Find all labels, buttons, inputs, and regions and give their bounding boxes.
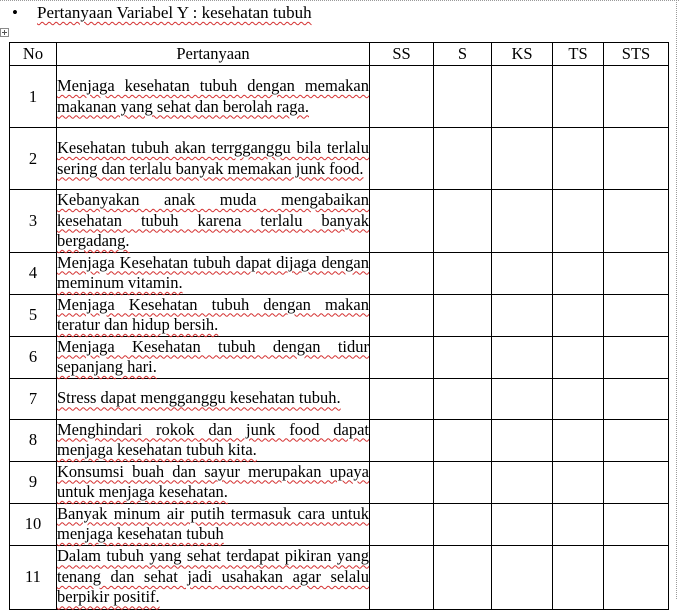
answer-cell-s[interactable]: [434, 545, 492, 609]
answer-cell-ss[interactable]: [370, 128, 434, 190]
table-row: [10, 190, 669, 253]
row-number: 6: [10, 336, 57, 378]
table-row: [10, 128, 669, 190]
table-header-row: [10, 43, 669, 66]
row-number: 5: [10, 294, 57, 336]
answer-cell-sts[interactable]: [604, 503, 669, 545]
answer-cell-sts[interactable]: [604, 190, 669, 253]
question-text: Menjaga Kesehatan tubuh dapat dijaga dengan meminum vitamin.: [57, 252, 369, 292]
answer-cell-ts[interactable]: [553, 419, 604, 461]
answer-cell-ss[interactable]: [370, 419, 434, 461]
answer-cell-ks[interactable]: [492, 128, 553, 190]
answer-cell-s[interactable]: [434, 66, 492, 128]
page-right-boundary: [676, 0, 677, 599]
answer-cell-ks[interactable]: [492, 252, 553, 294]
header-ks: KS: [492, 43, 553, 66]
question-text: Dalam tubuh yang sehat terdapat pikiran yang tenang dan sehat jadi usahakan agar selalu berpikir positif.: [57, 546, 369, 607]
question-text: Kesehatan tubuh akan terrgganggu bila terlalu sering dan terlalu banyak memakan junk food.: [57, 138, 369, 178]
question-cell: [57, 419, 370, 461]
answer-cell-s[interactable]: [434, 419, 492, 461]
table-row: [10, 66, 669, 128]
answer-cell-s[interactable]: [434, 252, 492, 294]
answer-cell-ks[interactable]: [492, 378, 553, 419]
answer-cell-s[interactable]: [434, 461, 492, 503]
question-text: Konsumsi buah dan sayur merupakan upaya untuk menjaga kesehatan.: [57, 461, 369, 501]
answer-cell-s[interactable]: [434, 336, 492, 378]
header-ts: TS: [553, 43, 604, 66]
answer-cell-sts[interactable]: [604, 545, 669, 609]
question-cell: [57, 252, 370, 294]
answer-cell-ts[interactable]: [553, 545, 604, 609]
row-number: 9: [10, 461, 57, 503]
question-cell: [57, 190, 370, 253]
answer-cell-ts[interactable]: [553, 461, 604, 503]
table-row: [10, 378, 669, 419]
answer-cell-ts[interactable]: [553, 503, 604, 545]
answer-cell-ss[interactable]: [370, 378, 434, 419]
answer-cell-ss[interactable]: [370, 336, 434, 378]
question-text: Kebanyakan anak muda mengabaikan kesehatan tubuh karena terlalu banyak bergadang.: [57, 190, 369, 250]
answer-cell-ts[interactable]: [553, 378, 604, 419]
answer-cell-s[interactable]: [434, 128, 492, 190]
question-text: Menjaga Kesehatan tubuh dengan makan teratur dan hidup bersih.: [57, 294, 369, 334]
question-cell: [57, 294, 370, 336]
question-cell: [57, 378, 370, 419]
answer-cell-ks[interactable]: [492, 190, 553, 253]
answer-cell-s[interactable]: [434, 503, 492, 545]
question-text: Menjaga kesehatan tubuh dengan memakan makanan yang sehat dan berolah raga.: [57, 76, 369, 116]
answer-cell-sts[interactable]: [604, 128, 669, 190]
row-number: 10: [10, 503, 57, 545]
answer-cell-s[interactable]: [434, 294, 492, 336]
page-top-boundary: [0, 0, 679, 1]
heading-text: Pertanyaan Variabel Y : kesehatan tubuh: [37, 3, 312, 22]
answer-cell-ks[interactable]: [492, 336, 553, 378]
header-no: No: [10, 43, 57, 66]
answer-cell-ts[interactable]: [553, 128, 604, 190]
answer-cell-sts[interactable]: [604, 336, 669, 378]
row-number: 1: [10, 66, 57, 128]
answer-cell-sts[interactable]: [604, 461, 669, 503]
question-text: Menjaga Kesehatan tubuh dengan tidur sepanjang hari.: [57, 336, 369, 376]
answer-cell-ts[interactable]: [553, 336, 604, 378]
table-row: [10, 503, 669, 545]
answer-cell-ts[interactable]: [553, 252, 604, 294]
question-cell: [57, 503, 370, 545]
table-row: [10, 336, 669, 378]
answer-cell-ss[interactable]: [370, 461, 434, 503]
question-cell: [57, 66, 370, 128]
answer-cell-ss[interactable]: [370, 503, 434, 545]
table-move-handle-icon[interactable]: [0, 28, 9, 37]
question-cell: [57, 128, 370, 190]
section-heading: [12, 3, 312, 23]
table-row: [10, 294, 669, 336]
answer-cell-ss[interactable]: [370, 252, 434, 294]
question-cell: [57, 461, 370, 503]
row-number: 4: [10, 252, 57, 294]
bullet-icon: •: [12, 3, 18, 22]
answer-cell-ks[interactable]: [492, 66, 553, 128]
answer-cell-ks[interactable]: [492, 419, 553, 461]
answer-cell-ks[interactable]: [492, 294, 553, 336]
answer-cell-ts[interactable]: [553, 66, 604, 128]
answer-cell-s[interactable]: [434, 190, 492, 253]
answer-cell-ks[interactable]: [492, 503, 553, 545]
answer-cell-sts[interactable]: [604, 378, 669, 419]
table-row: [10, 419, 669, 461]
header-s: S: [434, 43, 492, 66]
row-number: 7: [10, 378, 57, 419]
question-cell: [57, 336, 370, 378]
answer-cell-s[interactable]: [434, 378, 492, 419]
question-cell: [57, 545, 370, 609]
row-number: 3: [10, 190, 57, 253]
answer-cell-ss[interactable]: [370, 545, 434, 609]
answer-cell-ts[interactable]: [553, 294, 604, 336]
header-ss: SS: [370, 43, 434, 66]
row-number: 11: [10, 545, 57, 609]
answer-cell-sts[interactable]: [604, 252, 669, 294]
answer-cell-sts[interactable]: [604, 294, 669, 336]
header-question: Pertanyaan: [57, 43, 370, 66]
answer-cell-ks[interactable]: [492, 461, 553, 503]
answer-cell-sts[interactable]: [604, 66, 669, 128]
question-text: Stress dapat mengganggu kesehatan tubuh.: [57, 388, 341, 408]
answer-cell-ss[interactable]: [370, 190, 434, 253]
table-row: [10, 461, 669, 503]
question-text: Menghindari rokok dan junk food dapat menjaga kesehatan tubuh kita.: [57, 419, 369, 459]
answer-cell-ts[interactable]: [553, 190, 604, 253]
row-number: 8: [10, 419, 57, 461]
table-row: [10, 545, 669, 609]
answer-cell-ss[interactable]: [370, 66, 434, 128]
answer-cell-ss[interactable]: [370, 294, 434, 336]
table-row: [10, 252, 669, 294]
row-number: 2: [10, 128, 57, 190]
answer-cell-ks[interactable]: [492, 545, 553, 609]
header-sts: STS: [604, 43, 669, 66]
questionnaire-table: [9, 42, 669, 610]
question-text: Banyak minum air putih termasuk cara untuk menjaga kesehatan tubuh: [57, 503, 369, 543]
answer-cell-sts[interactable]: [604, 419, 669, 461]
